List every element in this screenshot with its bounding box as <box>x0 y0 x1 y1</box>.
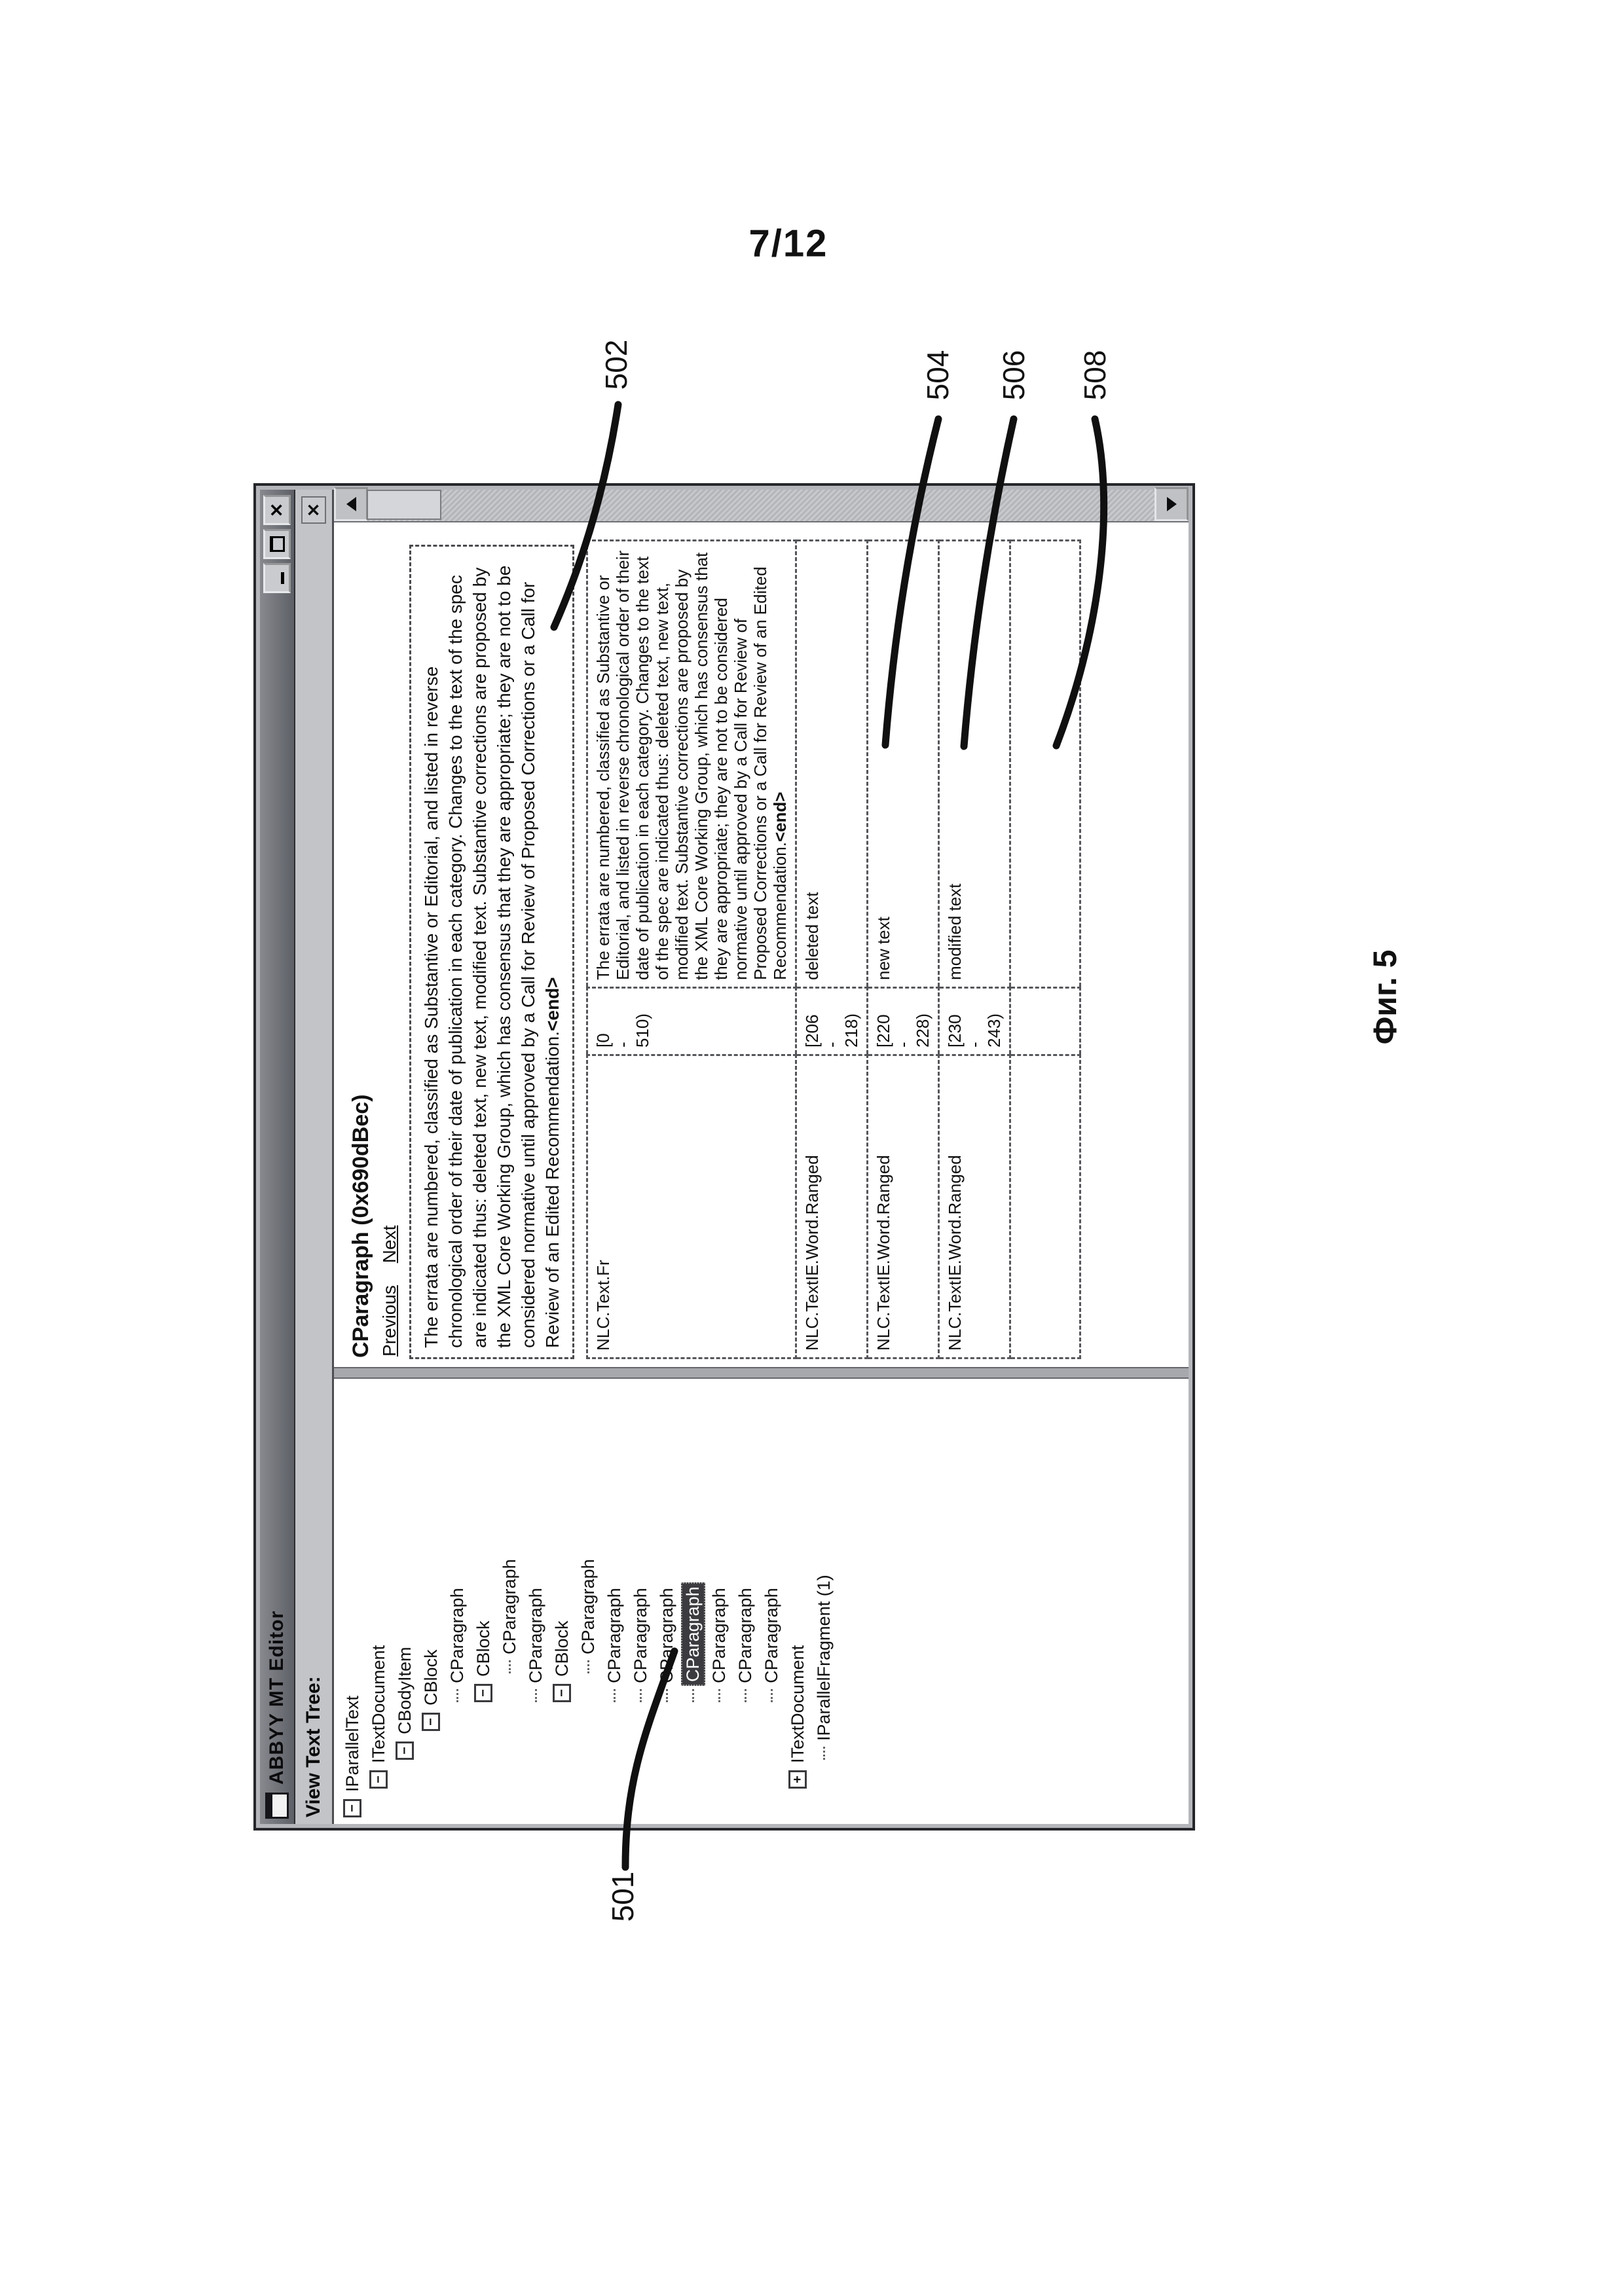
panel-splitter[interactable] <box>334 1367 1189 1379</box>
end-tag: <end> <box>770 792 790 842</box>
cell-value <box>796 541 868 988</box>
cell-value <box>587 541 796 988</box>
collapse-icon[interactable]: − <box>369 1770 388 1789</box>
tree-item-cparagraph[interactable] <box>654 1379 680 1824</box>
tree-item-label: CParagraph <box>499 1559 519 1654</box>
tree-connector <box>718 1689 720 1702</box>
cell-object-name <box>868 1055 939 1358</box>
cell-object-name <box>587 1055 796 1358</box>
source-text-box <box>409 545 574 1359</box>
tree-item-iparalleltext[interactable] <box>339 1379 365 1824</box>
cell-range-text: [206 - 218) <box>802 1013 861 1048</box>
tree-item-itextdocument[interactable] <box>365 1379 392 1824</box>
cell-object-name <box>796 1055 868 1358</box>
tree-item-iparallelfragment-1-[interactable] <box>811 1379 837 1824</box>
tree-connector <box>640 1689 642 1702</box>
text-tree-panel <box>334 1379 1189 1824</box>
cell-value <box>939 541 1010 988</box>
callout-501: 501 <box>606 1871 640 1922</box>
tree-item-label: CBlock <box>551 1620 572 1677</box>
tree-item-label: CBlock <box>473 1620 493 1677</box>
tree-item-label: CParagraph <box>578 1559 598 1654</box>
toolbar-close-icon: ✕ <box>303 503 323 517</box>
cell-value-text: The errata are numbered, classified as Substantive or Editorial, and listed in reverse chronological order of their date of publication in each category. Changes to the text of the spec are indicated thus: deleted text, new text, modified text. Substantive corrections are proposed by the XML Core Working Group, which has consensus that they are appropriate; they are not to be considered normative until approved by a Call for Review of Proposed Corrections or a Call for Review of an Edited Recommendation. <box>593 550 790 980</box>
cell-range-text: [230 - 243) <box>945 1013 1004 1048</box>
cell-range <box>939 988 1010 1055</box>
cell-object-name-text: NLC.TextIE.Word.Ranged <box>874 1155 893 1351</box>
tree-item-cparagraph[interactable] <box>444 1379 470 1824</box>
cell-object-name-text: NLC.Text.Fr <box>593 1260 613 1351</box>
scroll-up-button[interactable] <box>334 487 368 521</box>
table-row <box>868 541 939 1358</box>
tree-item-label: CParagraph <box>656 1588 676 1683</box>
tree-connector <box>614 1689 616 1702</box>
tree-item-label: CParagraph <box>735 1588 755 1683</box>
app-icon <box>265 1793 289 1819</box>
scrollbar-thumb[interactable] <box>367 490 441 520</box>
sheet-number: 7/12 <box>748 222 828 265</box>
tree-item-cbodyitem[interactable] <box>392 1379 418 1824</box>
tree-item-cblock[interactable] <box>470 1379 496 1824</box>
source-text: The errata are numbered, classified as Substantive or Editorial, and listed in reverse chronological order of their date of publication in each category. Changes to the text of the spec are indicated thus: deleted text, new text, modified text. Substantive corrections are proposed by the XML Core Working Group, which has consensus that they are appropriate; they are not to be considered normative until approved by a Call for Review of Proposed Corrections or a Call for Review of an Edited Recommendation. <box>421 565 563 1348</box>
collapse-icon[interactable]: − <box>474 1684 492 1702</box>
maximize-button[interactable] <box>263 529 291 559</box>
tree-connector <box>692 1689 694 1702</box>
tree-item-label: CParagraph <box>761 1588 781 1683</box>
tree-item-cparagraph[interactable] <box>496 1379 523 1824</box>
table-row <box>939 541 1010 1358</box>
tree-item-label: CParagraph <box>630 1588 650 1683</box>
callout-504: 504 <box>921 350 955 401</box>
tree-item-cparagraph[interactable] <box>575 1379 601 1824</box>
tree-connector <box>456 1689 458 1702</box>
cell-value <box>1010 541 1080 988</box>
tree-item-label: CParagraph <box>709 1588 729 1683</box>
tree-connector <box>823 1747 825 1760</box>
toolbar <box>295 490 334 1824</box>
tree-item-label: CParagraph <box>604 1588 624 1683</box>
expand-icon[interactable]: + <box>788 1770 807 1789</box>
tree-item-label: IParallelText <box>342 1695 362 1792</box>
toolbar-close-button[interactable] <box>301 496 326 524</box>
properties-table <box>586 539 1081 1359</box>
callout-506: 506 <box>997 350 1031 401</box>
tree-item-cparagraph[interactable] <box>706 1379 732 1824</box>
vertical-scrollbar[interactable] <box>334 490 1189 522</box>
tree-item-cparagraph[interactable] <box>523 1379 549 1824</box>
tree-item-cblock[interactable] <box>418 1379 444 1824</box>
close-button[interactable] <box>263 495 291 525</box>
collapse-icon[interactable]: − <box>422 1713 440 1731</box>
next-link[interactable]: Next <box>379 1225 399 1264</box>
tree-item-cparagraph[interactable] <box>680 1379 706 1824</box>
tree-item-label: CParagraph <box>681 1582 705 1686</box>
tree-connector <box>771 1689 773 1702</box>
cell-range-text: [0 - 510) <box>593 1013 652 1048</box>
collapse-icon[interactable]: − <box>343 1799 361 1817</box>
minimize-button[interactable] <box>263 563 291 593</box>
end-tag: <end> <box>542 977 563 1031</box>
content-pane <box>334 490 1189 1367</box>
cell-range-text: [220 - 228) <box>874 1013 932 1048</box>
cell-value <box>868 541 939 988</box>
cell-range <box>587 988 796 1055</box>
tree-item-itextdocument[interactable] <box>784 1379 811 1824</box>
close-icon: ✕ <box>267 502 287 518</box>
tree-connector <box>535 1689 537 1702</box>
tree-item-cblock[interactable] <box>549 1379 575 1824</box>
object-heading: CParagraph (0x690dBec) <box>348 1094 373 1358</box>
cell-value-text: modified text <box>945 883 965 980</box>
tree-connector <box>745 1689 747 1702</box>
callout-502: 502 <box>599 339 633 390</box>
tree-item-label: CParagraph <box>447 1588 467 1683</box>
tree-item-cparagraph[interactable] <box>758 1379 784 1824</box>
cell-range <box>868 988 939 1055</box>
tree-item-label: ITextDocument <box>368 1645 388 1763</box>
callout-508: 508 <box>1078 350 1112 401</box>
arrow-up-icon <box>346 497 356 511</box>
cell-object-name <box>939 1055 1010 1358</box>
tree-item-label: CBlock <box>420 1649 441 1705</box>
table-row-empty <box>1010 541 1080 1358</box>
cell-object-name-text: NLC.TextIE.Word.Ranged <box>945 1155 965 1351</box>
tree-item-label: CParagraph <box>525 1588 545 1683</box>
previous-link[interactable]: Previous <box>379 1285 399 1357</box>
cell-object-name-text: NLC.TextIE.Word.Ranged <box>802 1155 822 1351</box>
cell-object-name <box>1010 1055 1080 1358</box>
view-text-tree-label: View Text Tree: <box>303 1676 324 1817</box>
table-row <box>796 541 868 1358</box>
collapse-icon[interactable]: − <box>553 1684 571 1702</box>
table-row <box>587 541 796 1358</box>
tree-item-cparagraph[interactable] <box>627 1379 654 1824</box>
tree-item-cparagraph[interactable] <box>601 1379 627 1824</box>
cell-range <box>796 988 868 1055</box>
tree-item-cparagraph[interactable] <box>732 1379 758 1824</box>
tree-connector <box>666 1689 668 1702</box>
arrow-down-icon <box>1167 497 1177 511</box>
cell-value-text: deleted text <box>802 892 822 980</box>
tree-connector <box>587 1660 589 1673</box>
tree-item-label: CBodyItem <box>394 1647 415 1734</box>
window-title: ABBYY MT Editor <box>266 1610 287 1785</box>
collapse-icon[interactable]: − <box>396 1741 414 1760</box>
tree-item-label: IParallelFragment (1) <box>813 1575 834 1741</box>
cell-value-text: new text <box>874 917 893 980</box>
abbyy-mt-editor-window <box>253 483 1195 1831</box>
tree-item-label: ITextDocument <box>787 1645 807 1763</box>
title-bar[interactable] <box>260 490 295 1824</box>
minimize-icon <box>281 572 284 584</box>
maximize-icon <box>270 536 285 552</box>
tree-connector <box>509 1660 511 1673</box>
cell-range <box>1010 988 1080 1055</box>
figure-caption: Фиг. 5 <box>1367 949 1403 1045</box>
scroll-down-button[interactable] <box>1154 487 1189 521</box>
